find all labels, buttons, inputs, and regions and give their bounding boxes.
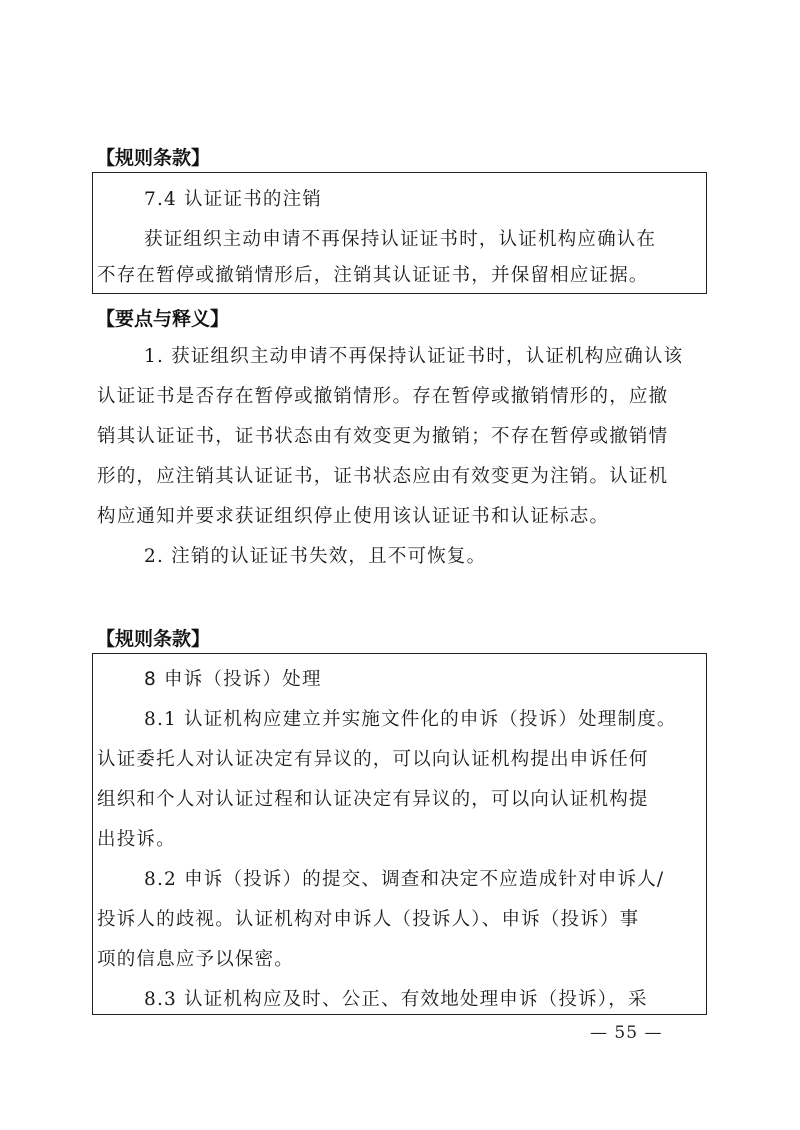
interpretation-line: 销其认证证书，证书状态由有效变更为撤销；不存在暂停或撤销情 — [97, 426, 669, 447]
interpretation-line: 2. 注销的认证证书失效，且不可恢复。 — [144, 546, 487, 567]
clause-text-line: 不存在暂停或撤销情形后，注销其认证证书，并保留相应证据。 — [97, 265, 649, 286]
clause-title-8: 8 申诉（投诉）处理 — [144, 669, 322, 690]
clause-text-line: 8.1 认证机构应建立并实施文件化的申诉（投诉）处理制度。 — [144, 709, 677, 730]
section-heading-key-points: 【要点与释义】 — [96, 308, 230, 330]
interpretation-line: 认证证书是否存在暂停或撤销情形。存在暂停或撤销情形的，应撤 — [97, 386, 669, 407]
clause-text-line: 项的信息应予以保密。 — [97, 949, 295, 970]
clause-text-line: 组织和个人对认证过程和认证决定有异议的，可以向认证机构提 — [97, 789, 649, 810]
clause-text-line: 8.2 申诉（投诉）的提交、调查和决定不应造成针对申诉人/ — [144, 869, 665, 890]
clause-text-line: 出投诉。 — [97, 829, 176, 850]
clause-text-line: 投诉人的歧视。认证机构对申诉人（投诉人）、申诉（投诉）事 — [97, 909, 640, 930]
clause-title-7-4: 7.4 认证证书的注销 — [144, 189, 323, 210]
clause-text-line: 获证组织主动申请不再保持认证证书时，认证机构应确认在 — [144, 229, 657, 250]
interpretation-line: 1. 获证组织主动申请不再保持认证证书时，认证机构应确认该 — [144, 346, 684, 367]
clause-text-line: 认证委托人对认证决定有异议的，可以向认证机构提出申诉任何 — [97, 749, 649, 770]
section-heading-rule-clause: 【规则条款】 — [96, 147, 211, 169]
page-number: — 55 — — [590, 1023, 663, 1043]
clause-text-line: 8.3 认证机构应及时、公正、有效地处理申诉（投诉），采 — [144, 989, 648, 1010]
section-heading-rule-clause: 【规则条款】 — [96, 628, 211, 650]
interpretation-line: 构应通知并要求获证组织停止使用该认证证书和认证标志。 — [97, 506, 610, 527]
interpretation-line: 形的，应注销其认证证书，证书状态应由有效变更为注销。认证机 — [97, 466, 669, 487]
